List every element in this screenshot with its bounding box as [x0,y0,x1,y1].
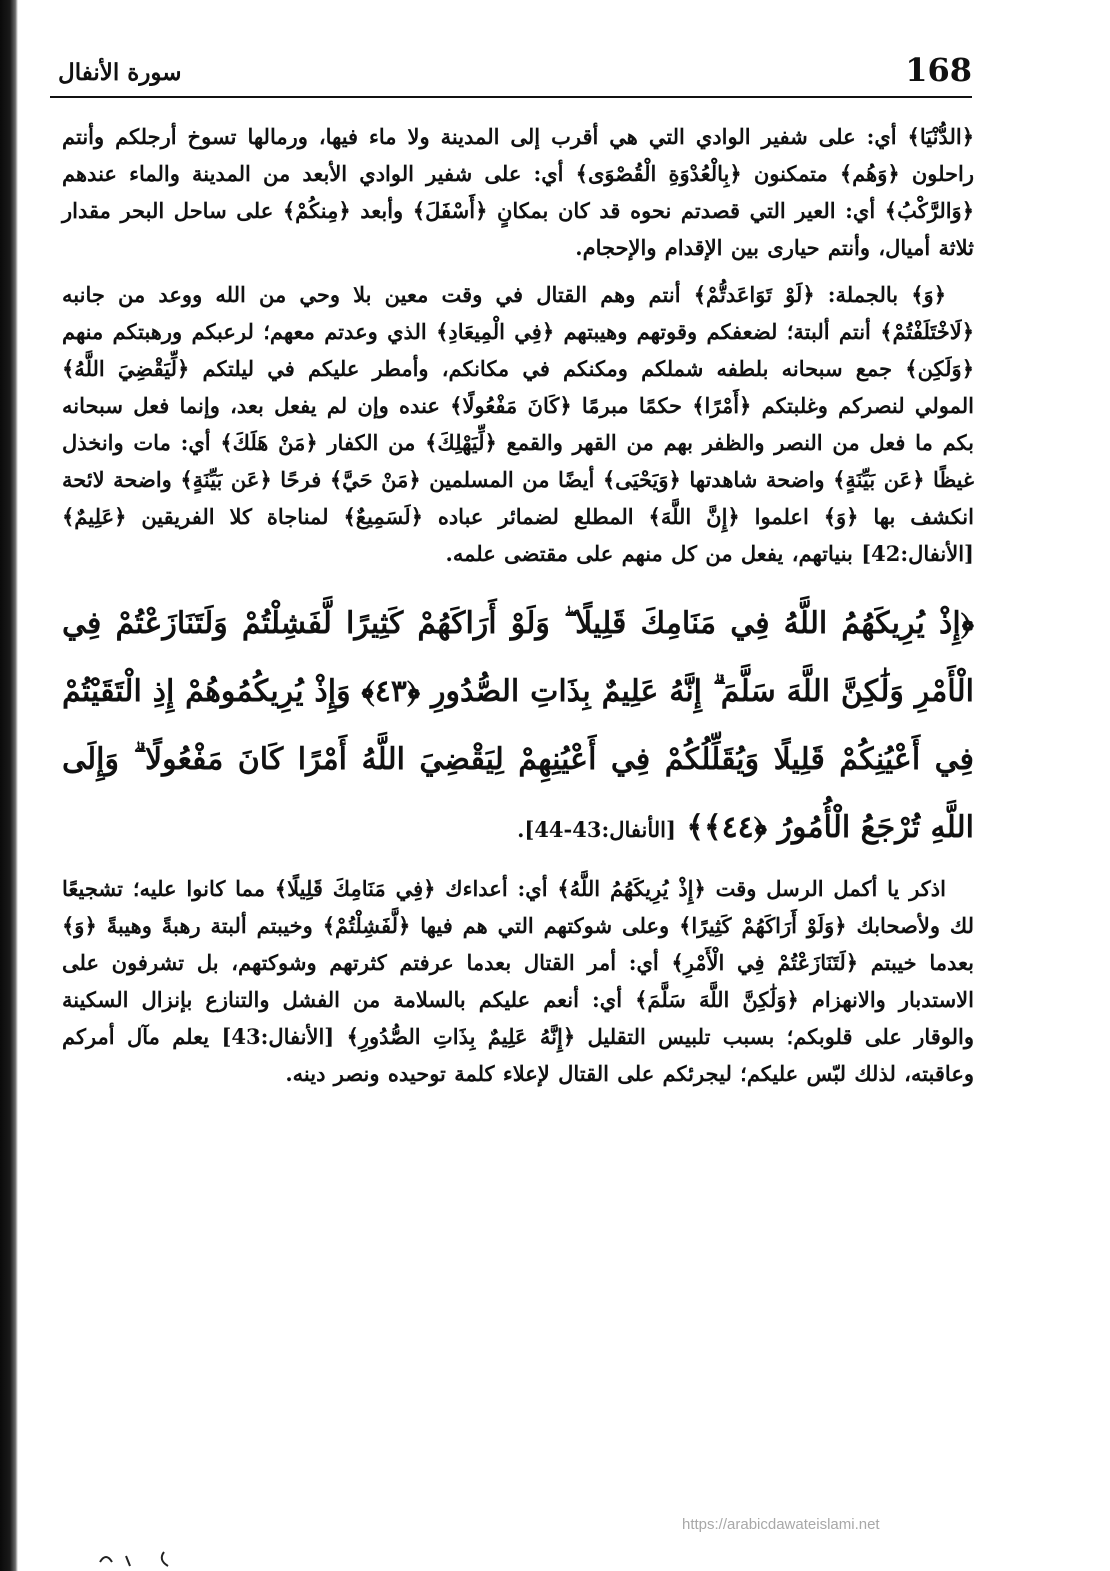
scan-artifact-mark [96,1548,176,1568]
header-divider [50,96,972,98]
quran-verse-text: ﴿إِذْ يُرِيكَهُمُ اللَّهُ فِي مَنَامِكَ قَلِيلًا ۖ وَلَوْ أَرَاكَهُمْ كَثِيرًا لَّفَشِلْتُمْ وَلَتَنَازَعْتُمْ فِي الْأَمْرِ وَلَٰكِنَّ اللَّهَ سَلَّمَ ۗ إِنَّهُ عَلِيمٌ بِذَاتِ الصُّدُورِ ﴿٤٣﴾ وَإِذْ يُرِيكُمُوهُمْ إِذِ الْتَقَيْتُمْ فِي أَعْيُنِكُمْ قَلِيلًا وَيُقَلِّلُكُمْ فِي أَعْيُنِهِمْ لِيَقْضِيَ اللَّهُ أَمْرًا كَانَ مَفْعُولًا ۗ وَإِلَى اللَّهِ تُرْجَعُ الْأُمُورُ ﴿٤٤﴾﴾ [62,606,974,845]
page-number: 168 [905,51,972,89]
commentary-body [62,118,974,1102]
paragraph-2-text: ﴿وَ﴾ بالجملة: ﴿لَوْ تَوَاعَدتُّمْ﴾ أنتم وهم القتال في وقت معين بلا وحي من الله ووعد من جانبه ﴿لَاخْتَلَفْتُمْ﴾ أنتم ألبتة؛ لضعفكم وقوتهم وهيبتهم ﴿فِي الْمِيعَادِ﴾ الذي وعدتم معهم؛ لرعبكم ورهبتكم منهم ﴿وَلَكِن﴾ جمع سبحانه بلطفه شملكم ومكنكم في مكانكم، وأمطر عليكم في ليلتكم ﴿لِّيَقْضِيَ اللَّهُ﴾ المولي لنصركم وغلبتكم ﴿أَمْرًا﴾ حكمًا مبرمًا ﴿كَانَ مَفْعُولًا﴾ عنده وإن لم يفعل بعد، وإنما فعل سبحانه بكم ما فعل من النصر والظفر بهم من القهر والقمع ﴿لِّيَهْلِكَ﴾ من الكفار ﴿مَنْ هَلَكَ﴾ أي: مات وانخذل غيظًا ﴿عَن بَيِّنَةٍ﴾ واضحة شاهدتها ﴿وَيَحْيَى﴾ أيضًا من المسلمين ﴿مَنْ حَيَّ﴾ فرحًا ﴿عَن بَيِّنَةٍ﴾ واضحة لائحة انكشف بها ﴿وَ﴾ اعلموا ﴿إِنَّ اللَّهَ﴾ المطلع لضمائر عباده ﴿لَسَمِيعٌ﴾ لمناجاة كلا الفريقين ﴿عَلِيمٌ﴾ [الأنفال:42] بنياتهم، يفعل من كل منهم على مقتضى علمه. [62,282,974,566]
page-header [52,50,972,96]
paragraph-2 [62,276,974,572]
quran-verse-reference: [الأنفال:43-44]. [517,817,676,842]
watermark-url: https://arabicdawateislami.net [682,1516,880,1533]
paragraph-3 [62,870,974,1092]
paragraph-1: ﴿الدُّنْيَا﴾ أي: على شفير الوادي التي هي أقرب إلى المدينة ولا ماء فيها، ورمالها تسوخ أرجلكم وأنتم راحلون ﴿وَهُم﴾ متمكنون ﴿بِالْعُدْوَةِ الْقُصْوَى﴾ أي: على شفير الوادي الأبعد من المدينة والماء عندهم ﴿وَالرَّكْبُ﴾ أي: العير التي قصدتم نحوه قد كان بمكانٍ ﴿أَسْفَلَ﴾ وأبعد ﴿مِنكُمْ﴾ على ساحل البحر مقدار ثلاثة أميال، وأنتم حيارى بين الإقدام والإحجام. [62,124,974,260]
paragraph-3-text: اذكر يا أكمل الرسل وقت ﴿إِذْ يُرِيكَهُمُ اللَّهُ﴾ أي: أعداءك ﴿فِي مَنَامِكَ قَلِيلًا﴾ مما كانوا عليه؛ تشجيعًا لك ولأصحابك ﴿وَلَوْ أَرَاكَهُمْ كَثِيرًا﴾ وعلى شوكتهم التي هم فيها ﴿لَّفَشِلْتُمْ﴾ وخيبتم ألبتة رهبةً وهيبةً ﴿وَ﴾ بعدما خيبتم ﴿لَتَنَازَعْتُمْ فِي الْأَمْرِ﴾ أي: أمر القتال بعدما عرفتم كثرتهم وشوكتهم، بل تشرفون على الاستدبار والانهزام ﴿وَلَٰكِنَّ اللَّهَ سَلَّمَ﴾ أي: أنعم عليكم بالسلامة من الفشل والتنازع بإنزال السكينة والوقار على قلوبكم؛ بسبب تلبيس التقليل ﴿إِنَّهُ عَلِيمٌ بِذَاتِ الصُّدُورِ﴾ [الأنفال:43] يعلم مآل أمركم وعاقبته، لذلك لبّس عليكم؛ ليجرئكم على القتال لإعلاء كلمة توحيده ونصر دينه. [62,876,974,1086]
binding-edge-shadow [0,0,18,1571]
surah-title: سورة الأنفال [58,59,182,86]
quran-verse-block [62,590,974,864]
